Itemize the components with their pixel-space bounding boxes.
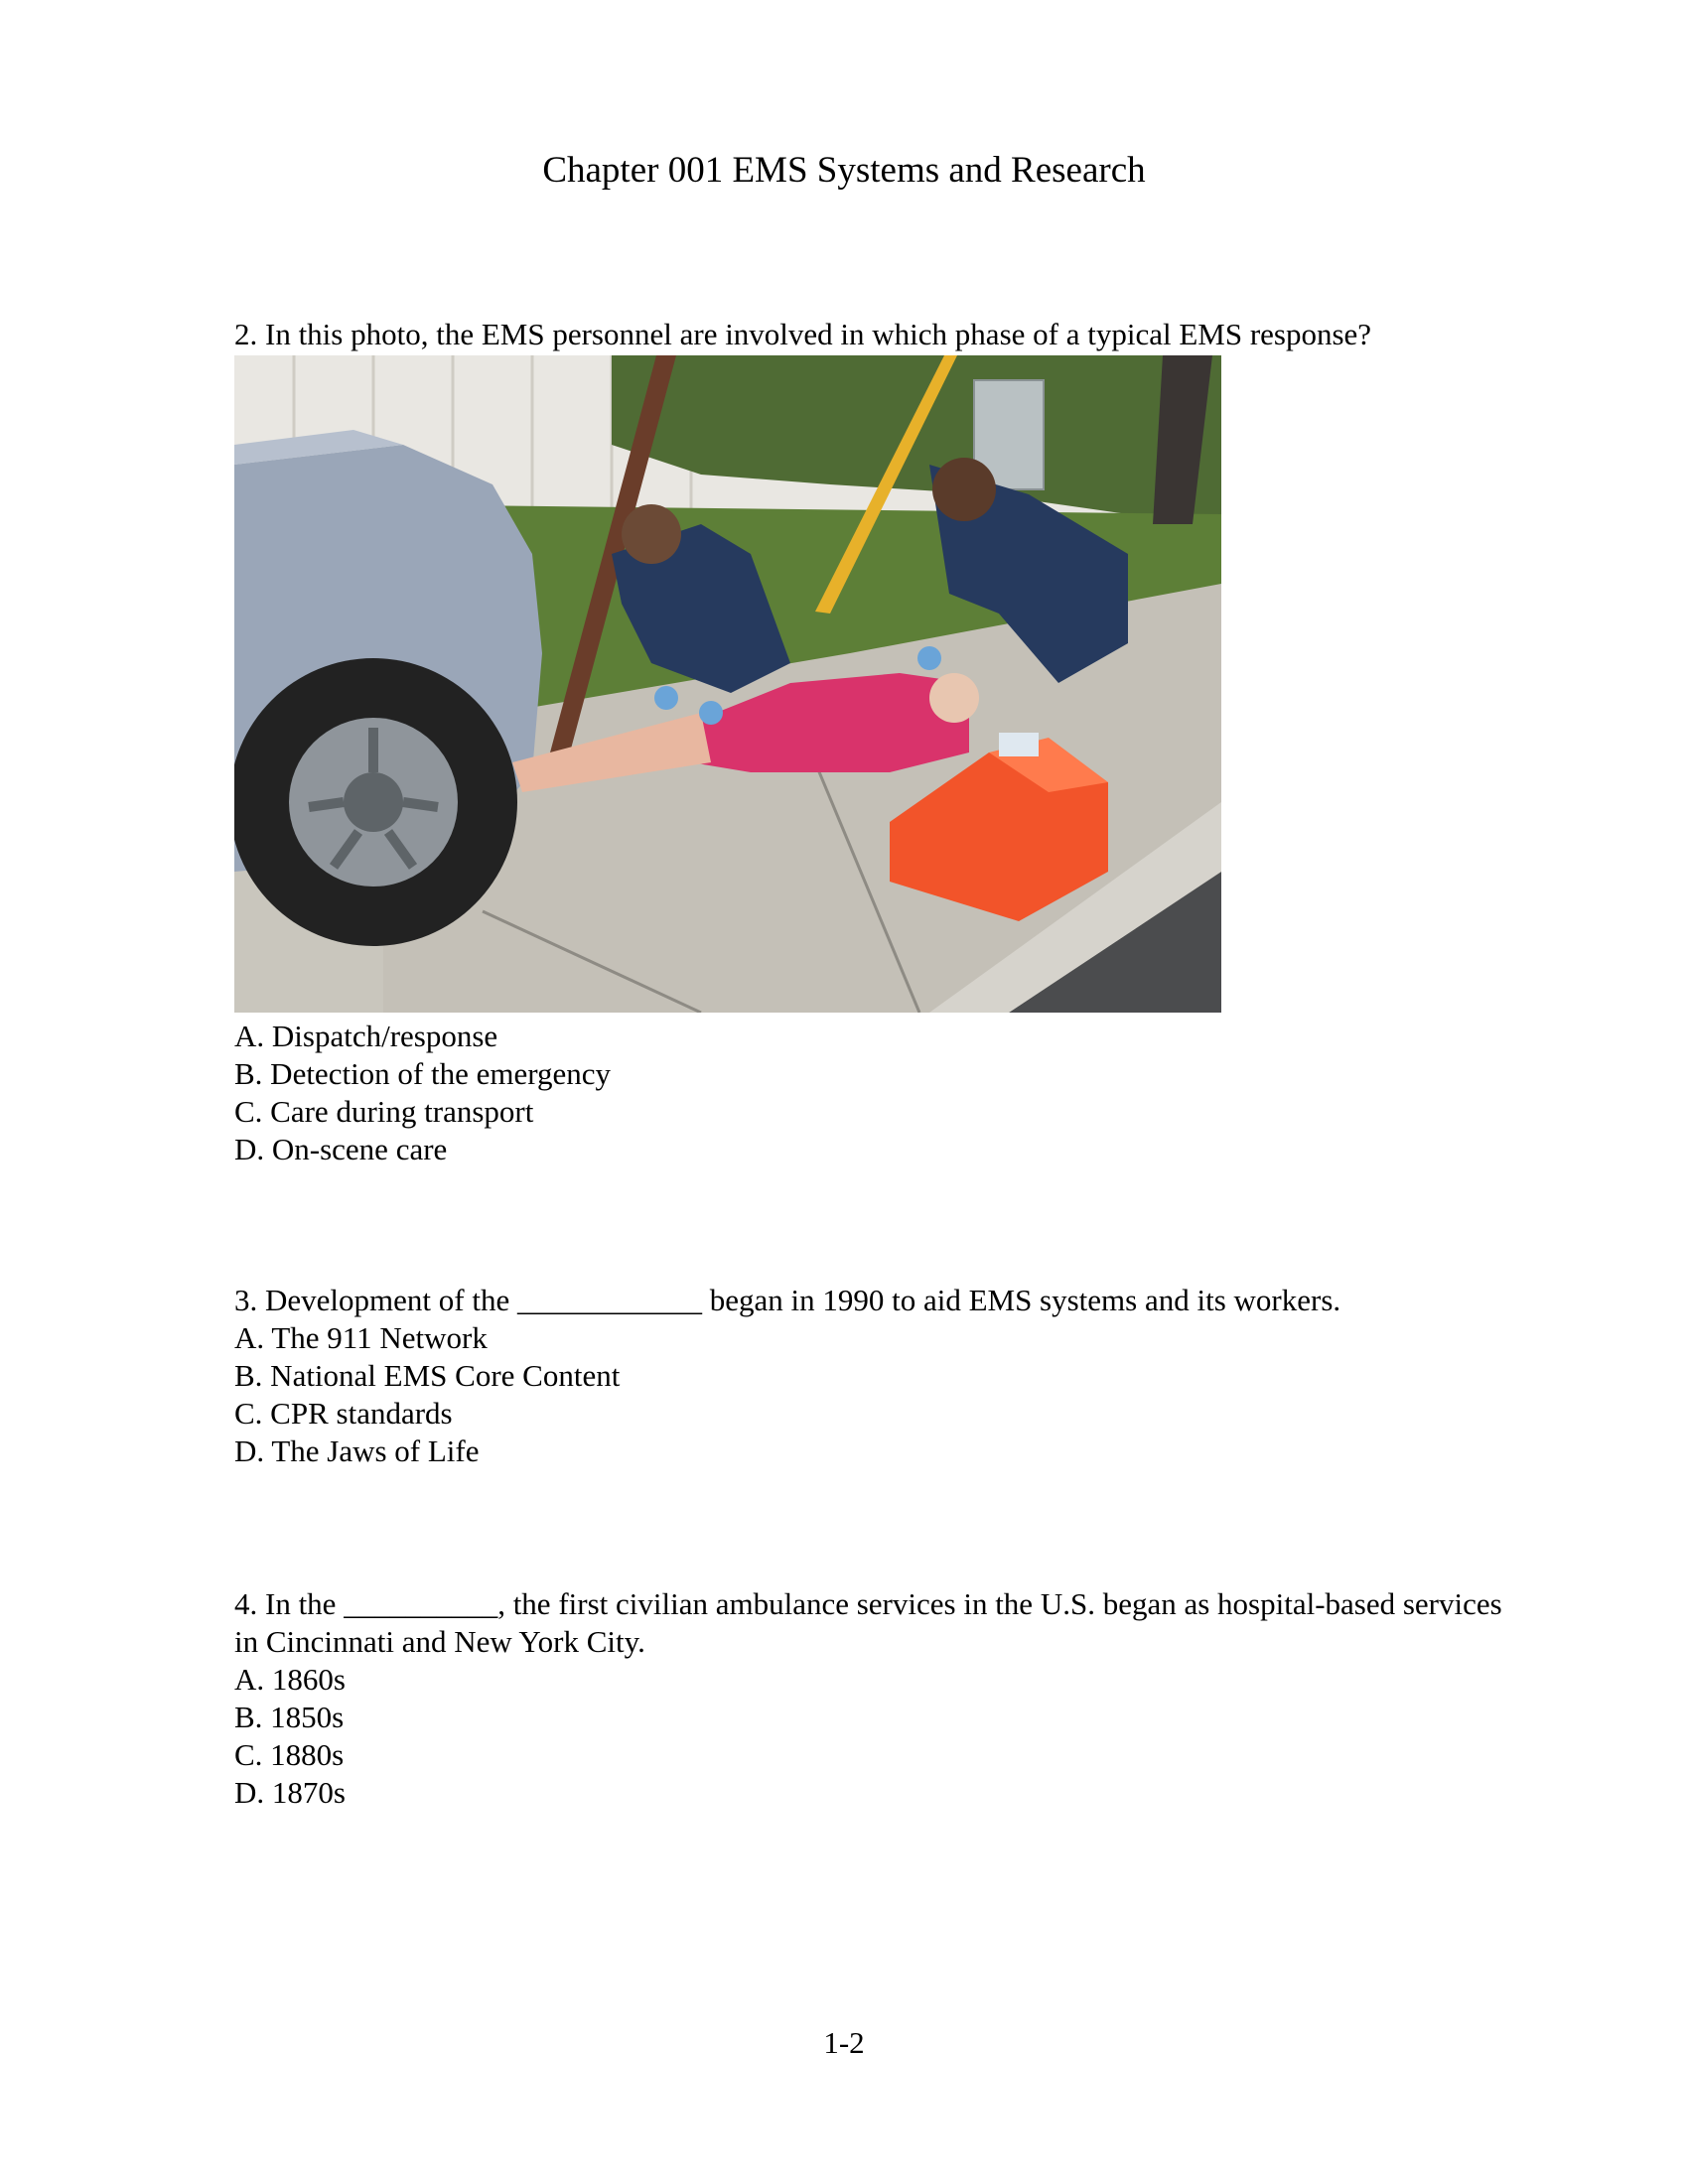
question-2 xyxy=(234,316,1525,1168)
question-stem: 2. In this photo, the EMS personnel are involved in which phase of a typical EMS response? xyxy=(234,317,1372,351)
option-a: A. The 911 Network xyxy=(234,1320,488,1355)
option-c: C. CPR standards xyxy=(234,1396,453,1431)
option-d: D. On-scene care xyxy=(234,1132,448,1166)
option-c: C. 1880s xyxy=(234,1737,345,1772)
option-a: A. 1860s xyxy=(234,1662,346,1697)
option-b: B. 1850s xyxy=(234,1700,345,1734)
option-b: B. National EMS Core Content xyxy=(234,1358,621,1393)
option-b: B. Detection of the emergency xyxy=(234,1056,612,1091)
question-stem: 3. Development of the ____________ began in 1990 to aid EMS systems and its workers. xyxy=(234,1283,1341,1317)
page-title: Chapter 001 EMS Systems and Research xyxy=(542,150,1146,191)
option-a: A. Dispatch/response xyxy=(234,1019,498,1053)
question-4 xyxy=(234,1585,1525,1812)
page-number: 1-2 xyxy=(823,2025,865,2060)
question-stem: 4. In the __________, the first civilian ambulance services in the U.S. began as hospital-based services in Cincinnati and New York City. xyxy=(234,1586,1502,1659)
option-d: D. The Jaws of Life xyxy=(234,1433,480,1468)
option-d: D. 1870s xyxy=(234,1775,346,1810)
ems-scene-photo xyxy=(234,355,1221,1013)
option-c: C. Care during transport xyxy=(234,1094,534,1129)
question-3 xyxy=(234,1282,1525,1470)
